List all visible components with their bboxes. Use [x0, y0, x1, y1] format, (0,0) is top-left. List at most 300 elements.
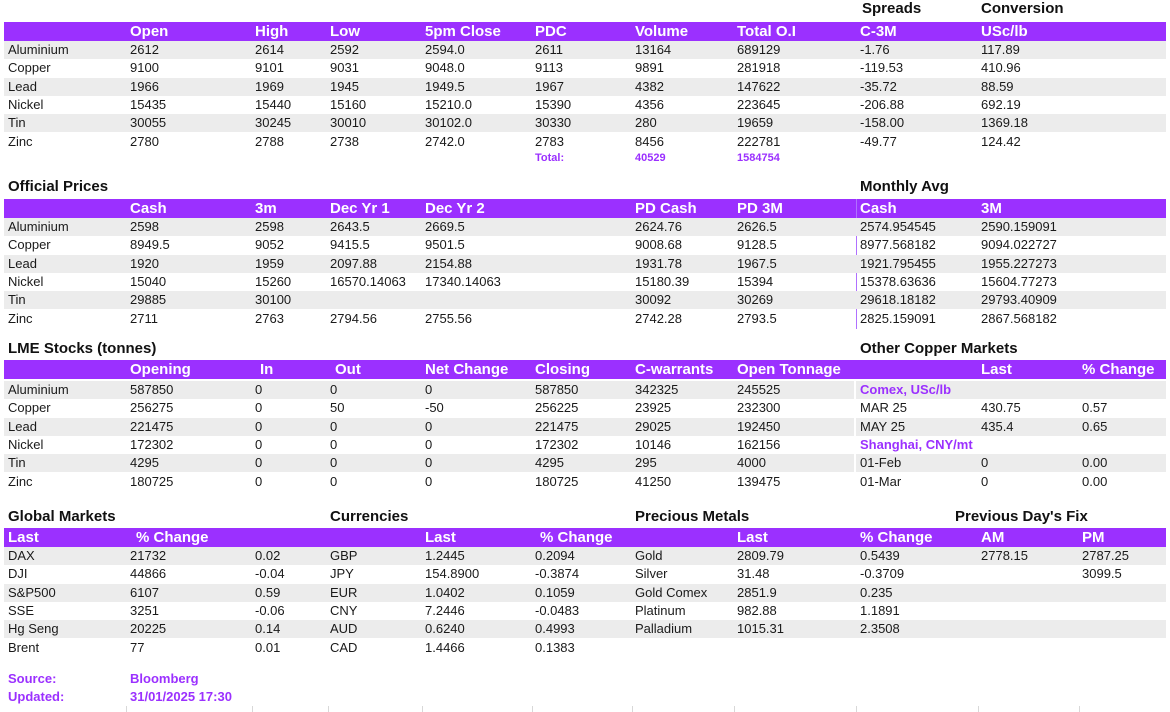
global-index-last: 21732: [130, 548, 167, 563]
official-cell: 2097.88: [330, 255, 377, 271]
grid-tick: [856, 706, 857, 712]
stocks-cell: 41250: [635, 473, 672, 489]
official-cell: 2711: [130, 310, 158, 326]
col-in: In: [260, 361, 274, 378]
copper-contract: 01-Mar: [860, 473, 902, 489]
copper-cell: 0: [981, 473, 989, 489]
grid-tick: [532, 706, 533, 712]
official-cell: 2755.56: [425, 310, 472, 326]
stocks-row: [4, 399, 854, 417]
col-open: Open: [130, 23, 169, 40]
summary-cell: 2614: [255, 42, 284, 57]
currency-last: 0.6240: [425, 621, 465, 637]
global-index-change: 0.01: [255, 639, 281, 655]
copper-cell: 435.4: [981, 418, 1014, 434]
currencies-title: Currencies: [330, 508, 409, 525]
col-c3m: C-3M: [860, 23, 897, 40]
stocks-cell: 0: [425, 418, 433, 434]
stocks-row: [4, 381, 854, 399]
copper-cell: 0.00: [1082, 455, 1108, 471]
stocks-cell: 0: [425, 382, 433, 397]
stocks-name: Lead: [8, 418, 37, 434]
precious-metal-name: Gold: [635, 548, 663, 563]
precious-metal-change: -0.3709: [860, 566, 905, 582]
copper-contract: MAR 25: [860, 400, 907, 416]
col-pd-3m: PD 3M: [737, 200, 783, 217]
global-index-last: 20225: [130, 621, 167, 637]
summary-cell: 88.59: [981, 78, 1014, 94]
grid-tick: [126, 706, 127, 712]
stocks-cell: 0: [255, 436, 263, 452]
stocks-row: [4, 454, 854, 472]
col-pm-last: Last: [737, 529, 768, 546]
col-fx-last: Last: [425, 529, 456, 546]
copper-cell: 0.00: [1082, 473, 1108, 489]
precious-metal-last: 982.88: [737, 602, 777, 618]
official-cell: 9052: [255, 237, 284, 253]
summary-total-oi: 1584754: [737, 152, 780, 164]
stocks-cell: -50: [425, 400, 444, 416]
currency-last: 154.8900: [425, 566, 480, 582]
stocks-name: Aluminium: [8, 382, 69, 397]
summary-cell: 222781: [737, 133, 781, 149]
summary-cell: 9113: [535, 60, 563, 76]
official-cell: 15260: [255, 273, 292, 289]
summary-cell: 124.42: [981, 133, 1021, 149]
summary-cell: 1966: [130, 78, 159, 94]
summary-total-label: Total:: [535, 152, 565, 164]
col-avg-cash: Cash: [860, 200, 897, 217]
stocks-cell: 23925: [635, 400, 672, 416]
summary-row: [4, 96, 1166, 114]
precious-metal-name: Platinum: [635, 602, 686, 618]
markets-row: [4, 584, 1166, 602]
official-cell: 2794.56: [330, 310, 377, 326]
summary-cell: 30010: [330, 115, 367, 131]
stocks-cell: 0: [255, 455, 263, 471]
global-index-last: 3251: [130, 602, 159, 618]
summary-cell: 2738: [330, 133, 359, 149]
col-opening: Opening: [130, 361, 191, 378]
stocks-cell: 0: [425, 455, 433, 471]
stocks-cell: 0: [330, 436, 338, 452]
official-name: Zinc: [8, 310, 33, 326]
summary-cell: 2592: [330, 42, 359, 57]
official-cell: 15604.77273: [981, 273, 1057, 289]
stocks-cell: 180725: [130, 473, 174, 489]
previous-fix-title: Previous Day's Fix: [955, 508, 1088, 525]
precious-metal-name: Silver: [635, 566, 668, 582]
stocks-cell: 256225: [535, 400, 579, 416]
copper-market-row: [856, 418, 1166, 436]
stocks-cell: 342325: [635, 382, 679, 397]
summary-cell: -119.53: [860, 60, 904, 76]
lme-stocks-title: LME Stocks (tonnes): [8, 340, 157, 357]
official-cell: 9415.5: [330, 237, 370, 253]
copper-market-group-label: Comex, USc/lb: [860, 382, 952, 397]
official-cell: 2626.5: [737, 219, 777, 234]
official-cell: 2867.568182: [981, 310, 1057, 326]
currency-last: 1.2445: [425, 548, 465, 563]
summary-cell: -206.88: [860, 96, 905, 112]
grid-tick: [734, 706, 735, 712]
stocks-cell: 172302: [130, 436, 174, 452]
col-low: Low: [330, 23, 360, 40]
source-label: Source:: [8, 671, 57, 686]
official-cell: 15394: [737, 273, 774, 289]
global-index-last: 6107: [130, 584, 159, 600]
stocks-row: [4, 473, 854, 491]
markets-row: [4, 547, 1166, 565]
official-row: [4, 273, 1166, 291]
stocks-cell: 221475: [130, 418, 174, 434]
summary-cell: 1967: [535, 78, 564, 94]
official-prices-title: Official Prices: [8, 178, 109, 195]
summary-cell: 147622: [737, 78, 781, 94]
summary-cell: 30245: [255, 115, 292, 131]
stocks-cell: 0: [255, 473, 263, 489]
global-index-name: DAX: [8, 548, 35, 563]
stocks-name: Nickel: [8, 436, 44, 452]
precious-metal-last: 31.48: [737, 566, 770, 582]
summary-cell: 689129: [737, 42, 781, 57]
copper-cell: 430.75: [981, 400, 1021, 416]
summary-cell: 19659: [737, 115, 774, 131]
grid-tick: [1079, 706, 1080, 712]
official-cell: 1931.78: [635, 255, 682, 271]
copper-contract: 01-Feb: [860, 455, 902, 471]
summary-cell: 30102.0: [425, 115, 472, 131]
official-name: Copper: [8, 237, 51, 253]
global-index-change: -0.04: [255, 566, 285, 582]
official-name: Tin: [8, 292, 26, 308]
currency-name: CNY: [330, 602, 358, 618]
global-index-name: SSE: [8, 602, 35, 618]
stocks-cell: 295: [635, 455, 657, 471]
official-cell: 9501.5: [425, 237, 465, 253]
col-high: High: [255, 23, 289, 40]
copper-contract: MAY 25: [860, 418, 906, 434]
summary-cell: 2788: [255, 133, 284, 149]
currency-change: 0.1059: [535, 584, 575, 600]
grid-tick: [632, 706, 633, 712]
spreads-group-label: Spreads: [862, 0, 922, 17]
copper-market-row: [856, 473, 1166, 491]
stocks-cell: 0: [255, 400, 263, 416]
official-cell: 16570.14063: [330, 273, 406, 289]
precious-metal-change: 0.235: [860, 584, 893, 600]
col-copper-last: Last: [981, 361, 1012, 378]
stocks-cell: 232300: [737, 400, 781, 416]
summary-cell: 2612: [130, 42, 159, 57]
col-pd-cash: PD Cash: [635, 200, 697, 217]
summary-name: Tin: [8, 115, 26, 131]
official-cell: 2825.159091: [860, 310, 936, 326]
summary-cell: 1945: [330, 78, 359, 94]
official-name: Lead: [8, 255, 37, 271]
currency-change: -0.3874: [535, 566, 580, 582]
summary-cell: 9101: [255, 60, 284, 76]
official-cell: 30269: [737, 292, 774, 308]
official-cell: 2763: [255, 310, 284, 326]
stocks-cell: 4295: [535, 455, 564, 471]
summary-cell: -158.00: [860, 115, 905, 131]
global-index-name: S&P500: [8, 584, 56, 600]
summary-cell: 2783: [535, 133, 564, 149]
summary-cell: 4382: [635, 78, 664, 94]
stocks-cell: 0: [330, 382, 338, 397]
summary-cell: 281918: [737, 60, 781, 76]
official-cell: 8977.568182: [860, 237, 936, 253]
official-cell: 9008.68: [635, 237, 682, 253]
summary-row: [4, 41, 1166, 59]
stocks-cell: 256275: [130, 400, 174, 416]
summary-cell: 15435: [130, 96, 167, 112]
summary-row: [4, 114, 1166, 132]
other-copper-title: Other Copper Markets: [860, 340, 1018, 357]
col-volume: Volume: [635, 23, 689, 40]
fix-pm-value: 2787.25: [1082, 548, 1129, 563]
global-index-last: 77: [130, 639, 145, 655]
col-global-change: % Change: [136, 529, 209, 546]
currency-last: 7.2446: [425, 602, 465, 618]
official-cell: 2643.5: [330, 219, 370, 234]
summary-cell: 1949.5: [425, 78, 465, 94]
summary-cell: 410.96: [981, 60, 1021, 76]
grid-ticks: [4, 706, 1166, 712]
stocks-cell: 245525: [737, 382, 781, 397]
official-cell: 9128.5: [737, 237, 777, 253]
summary-cell: -49.77: [860, 133, 897, 149]
official-name: Nickel: [8, 273, 44, 289]
copper-market-row: [856, 399, 1166, 417]
currency-last: 1.0402: [425, 584, 465, 600]
summary-cell: 13164: [635, 42, 672, 57]
official-name: Aluminium: [8, 219, 69, 234]
col-global-last: Last: [8, 529, 39, 546]
precious-metal-change: 2.3508: [860, 621, 900, 637]
col-out: Out: [335, 361, 361, 378]
copper-market-group: [856, 436, 1166, 454]
col-5pm-close: 5pm Close: [425, 23, 501, 40]
summary-row: [4, 133, 1166, 151]
col-c-warrants: C-warrants: [635, 361, 714, 378]
currency-name: JPY: [330, 566, 354, 582]
official-cell: 15180.39: [635, 273, 690, 289]
copper-cell: 0.65: [1082, 418, 1108, 434]
official-cell: 17340.14063: [425, 273, 501, 289]
stocks-cell: 139475: [737, 473, 781, 489]
official-cell: 29793.40909: [981, 292, 1057, 308]
official-cell: 2742.28: [635, 310, 682, 326]
stocks-cell: 0: [255, 382, 263, 397]
copper-market-group: [856, 381, 1166, 399]
grid-tick: [328, 706, 329, 712]
summary-cell: 8456: [635, 133, 664, 149]
col-cash: Cash: [130, 200, 167, 217]
global-index-name: Hg Seng: [8, 621, 59, 637]
summary-name: Aluminium: [8, 42, 69, 57]
stocks-cell: 4000: [737, 455, 766, 471]
summary-name: Lead: [8, 78, 37, 94]
summary-total-volume: 40529: [635, 152, 666, 164]
summary-row: [4, 59, 1166, 77]
precious-metal-last: 2851.9: [737, 584, 777, 600]
summary-cell: 15210.0: [425, 96, 472, 112]
precious-metal-name: Gold Comex: [635, 584, 708, 600]
col-fix-pm: PM: [1082, 529, 1105, 546]
global-index-change: 0.14: [255, 621, 281, 637]
stocks-cell: 29025: [635, 418, 672, 434]
official-row: [4, 310, 1166, 328]
currency-name: EUR: [330, 584, 358, 600]
stocks-name: Copper: [8, 400, 51, 416]
official-row: [4, 255, 1166, 273]
official-cell: 2574.954545: [860, 219, 936, 234]
col-dec-yr1: Dec Yr 1: [330, 200, 390, 217]
official-cell: 9094.022727: [981, 237, 1057, 253]
summary-cell: 30055: [130, 115, 167, 131]
precious-metal-name: Palladium: [635, 621, 693, 637]
stocks-cell: 587850: [130, 382, 174, 397]
official-cell: 1921.795455: [860, 255, 936, 271]
col-open-tonnage: Open Tonnage: [737, 361, 841, 378]
official-cell: 1967.5: [737, 255, 777, 271]
official-cell: 2598: [130, 219, 159, 234]
markets-row: [4, 620, 1166, 638]
official-cell: 1955.227273: [981, 255, 1057, 271]
conversion-group-label: Conversion: [981, 0, 1064, 17]
official-row: [4, 291, 1166, 309]
precious-metal-change: 0.5439: [860, 548, 900, 563]
official-cell: 15040: [130, 273, 167, 289]
col-dec-yr2: Dec Yr 2: [425, 200, 485, 217]
col-fx-change: % Change: [540, 529, 613, 546]
precious-metal-last: 2809.79: [737, 548, 784, 563]
copper-market-row: [856, 454, 1166, 472]
currency-change: 0.2094: [535, 548, 575, 563]
global-index-last: 44866: [130, 566, 167, 582]
global-index-name: DJI: [8, 566, 28, 582]
markets-row: [4, 602, 1166, 620]
summary-cell: 30330: [535, 115, 572, 131]
global-index-change: -0.06: [255, 602, 285, 618]
summary-cell: -35.72: [860, 78, 897, 94]
summary-cell: 1369.18: [981, 115, 1028, 131]
official-cell: 30100: [255, 292, 292, 308]
global-markets-title: Global Markets: [8, 508, 116, 525]
stocks-cell: 0: [330, 418, 338, 434]
summary-cell: 1969: [255, 78, 284, 94]
updated-label: Updated:: [8, 689, 65, 704]
fix-pm-value: 3099.5: [1082, 566, 1122, 582]
summary-cell: 223645: [737, 96, 781, 112]
official-row: [4, 218, 1166, 236]
summary-cell: 9048.0: [425, 60, 465, 76]
official-cell: 2598: [255, 219, 284, 234]
col-usc-lb: USc/lb: [981, 23, 1028, 40]
official-cell: 2154.88: [425, 255, 472, 271]
stocks-cell: 4295: [130, 455, 159, 471]
grid-tick: [422, 706, 423, 712]
summary-cell: 2594.0: [425, 42, 465, 57]
summary-cell: 15440: [255, 96, 292, 112]
col-pm-change: % Change: [860, 529, 933, 546]
stocks-cell: 0: [425, 473, 433, 489]
stocks-name: Zinc: [8, 473, 33, 489]
summary-cell: 9891: [635, 60, 664, 76]
col-pdc: PDC: [535, 23, 567, 40]
stocks-cell: 10146: [635, 436, 672, 452]
stocks-cell: 0: [330, 473, 338, 489]
summary-cell: 117.89: [981, 42, 1020, 57]
summary-cell: 4356: [635, 96, 664, 112]
stocks-row: [4, 418, 854, 436]
col-closing: Closing: [535, 361, 590, 378]
currency-name: CAD: [330, 639, 358, 655]
stocks-cell: 0: [425, 436, 433, 452]
precious-metal-change: 1.1891: [860, 602, 900, 618]
col-avg-3m: 3M: [981, 200, 1002, 217]
precious-metals-title: Precious Metals: [635, 508, 750, 525]
markets-row: [4, 639, 1166, 657]
summary-name: Nickel: [8, 96, 44, 112]
fix-am-value: 2778.15: [981, 548, 1028, 563]
summary-cell: 2611: [535, 42, 563, 57]
summary-cell: 15160: [330, 96, 367, 112]
official-cell: 8949.5: [130, 237, 170, 253]
stocks-cell: 50: [330, 400, 345, 416]
stocks-cell: 172302: [535, 436, 579, 452]
summary-cell: 280: [635, 115, 657, 131]
official-cell: 29885: [130, 292, 167, 308]
source-value: Bloomberg: [130, 671, 199, 686]
official-row: [4, 236, 1166, 254]
stocks-row: [4, 436, 854, 454]
summary-row: [4, 78, 1166, 96]
stocks-name: Tin: [8, 455, 26, 471]
col-fix-am: AM: [981, 529, 1005, 546]
currency-name: AUD: [330, 621, 358, 637]
col-net-change: Net Change: [425, 361, 509, 378]
global-index-name: Brent: [8, 639, 40, 655]
stocks-cell: 192450: [737, 418, 781, 434]
stocks-cell: 180725: [535, 473, 579, 489]
markets-row: [4, 565, 1166, 583]
monthly-avg-title: Monthly Avg: [860, 178, 949, 195]
official-cell: 1920: [130, 255, 159, 271]
global-index-change: 0.59: [255, 584, 281, 600]
precious-metal-last: 1015.31: [737, 621, 784, 637]
copper-cell: 0.57: [1082, 400, 1108, 416]
stocks-cell: 221475: [535, 418, 579, 434]
currency-change: -0.0483: [535, 602, 580, 618]
stocks-cell: 0: [255, 418, 263, 434]
summary-cell: 9100: [130, 60, 159, 76]
official-cell: 2793.5: [737, 310, 777, 326]
currency-name: GBP: [330, 548, 358, 563]
official-cell: 15378.63636: [860, 273, 936, 289]
updated-value: 31/01/2025 17:30: [130, 689, 232, 704]
grid-tick: [252, 706, 253, 712]
official-cell: 2669.5: [425, 219, 465, 234]
currency-last: 1.4466: [425, 639, 465, 655]
summary-name: Copper: [8, 60, 51, 76]
official-cell: 30092: [635, 292, 672, 308]
official-cell: 29618.18182: [860, 292, 936, 308]
stocks-cell: 0: [330, 455, 338, 471]
official-cell: 2590.159091: [981, 219, 1057, 234]
